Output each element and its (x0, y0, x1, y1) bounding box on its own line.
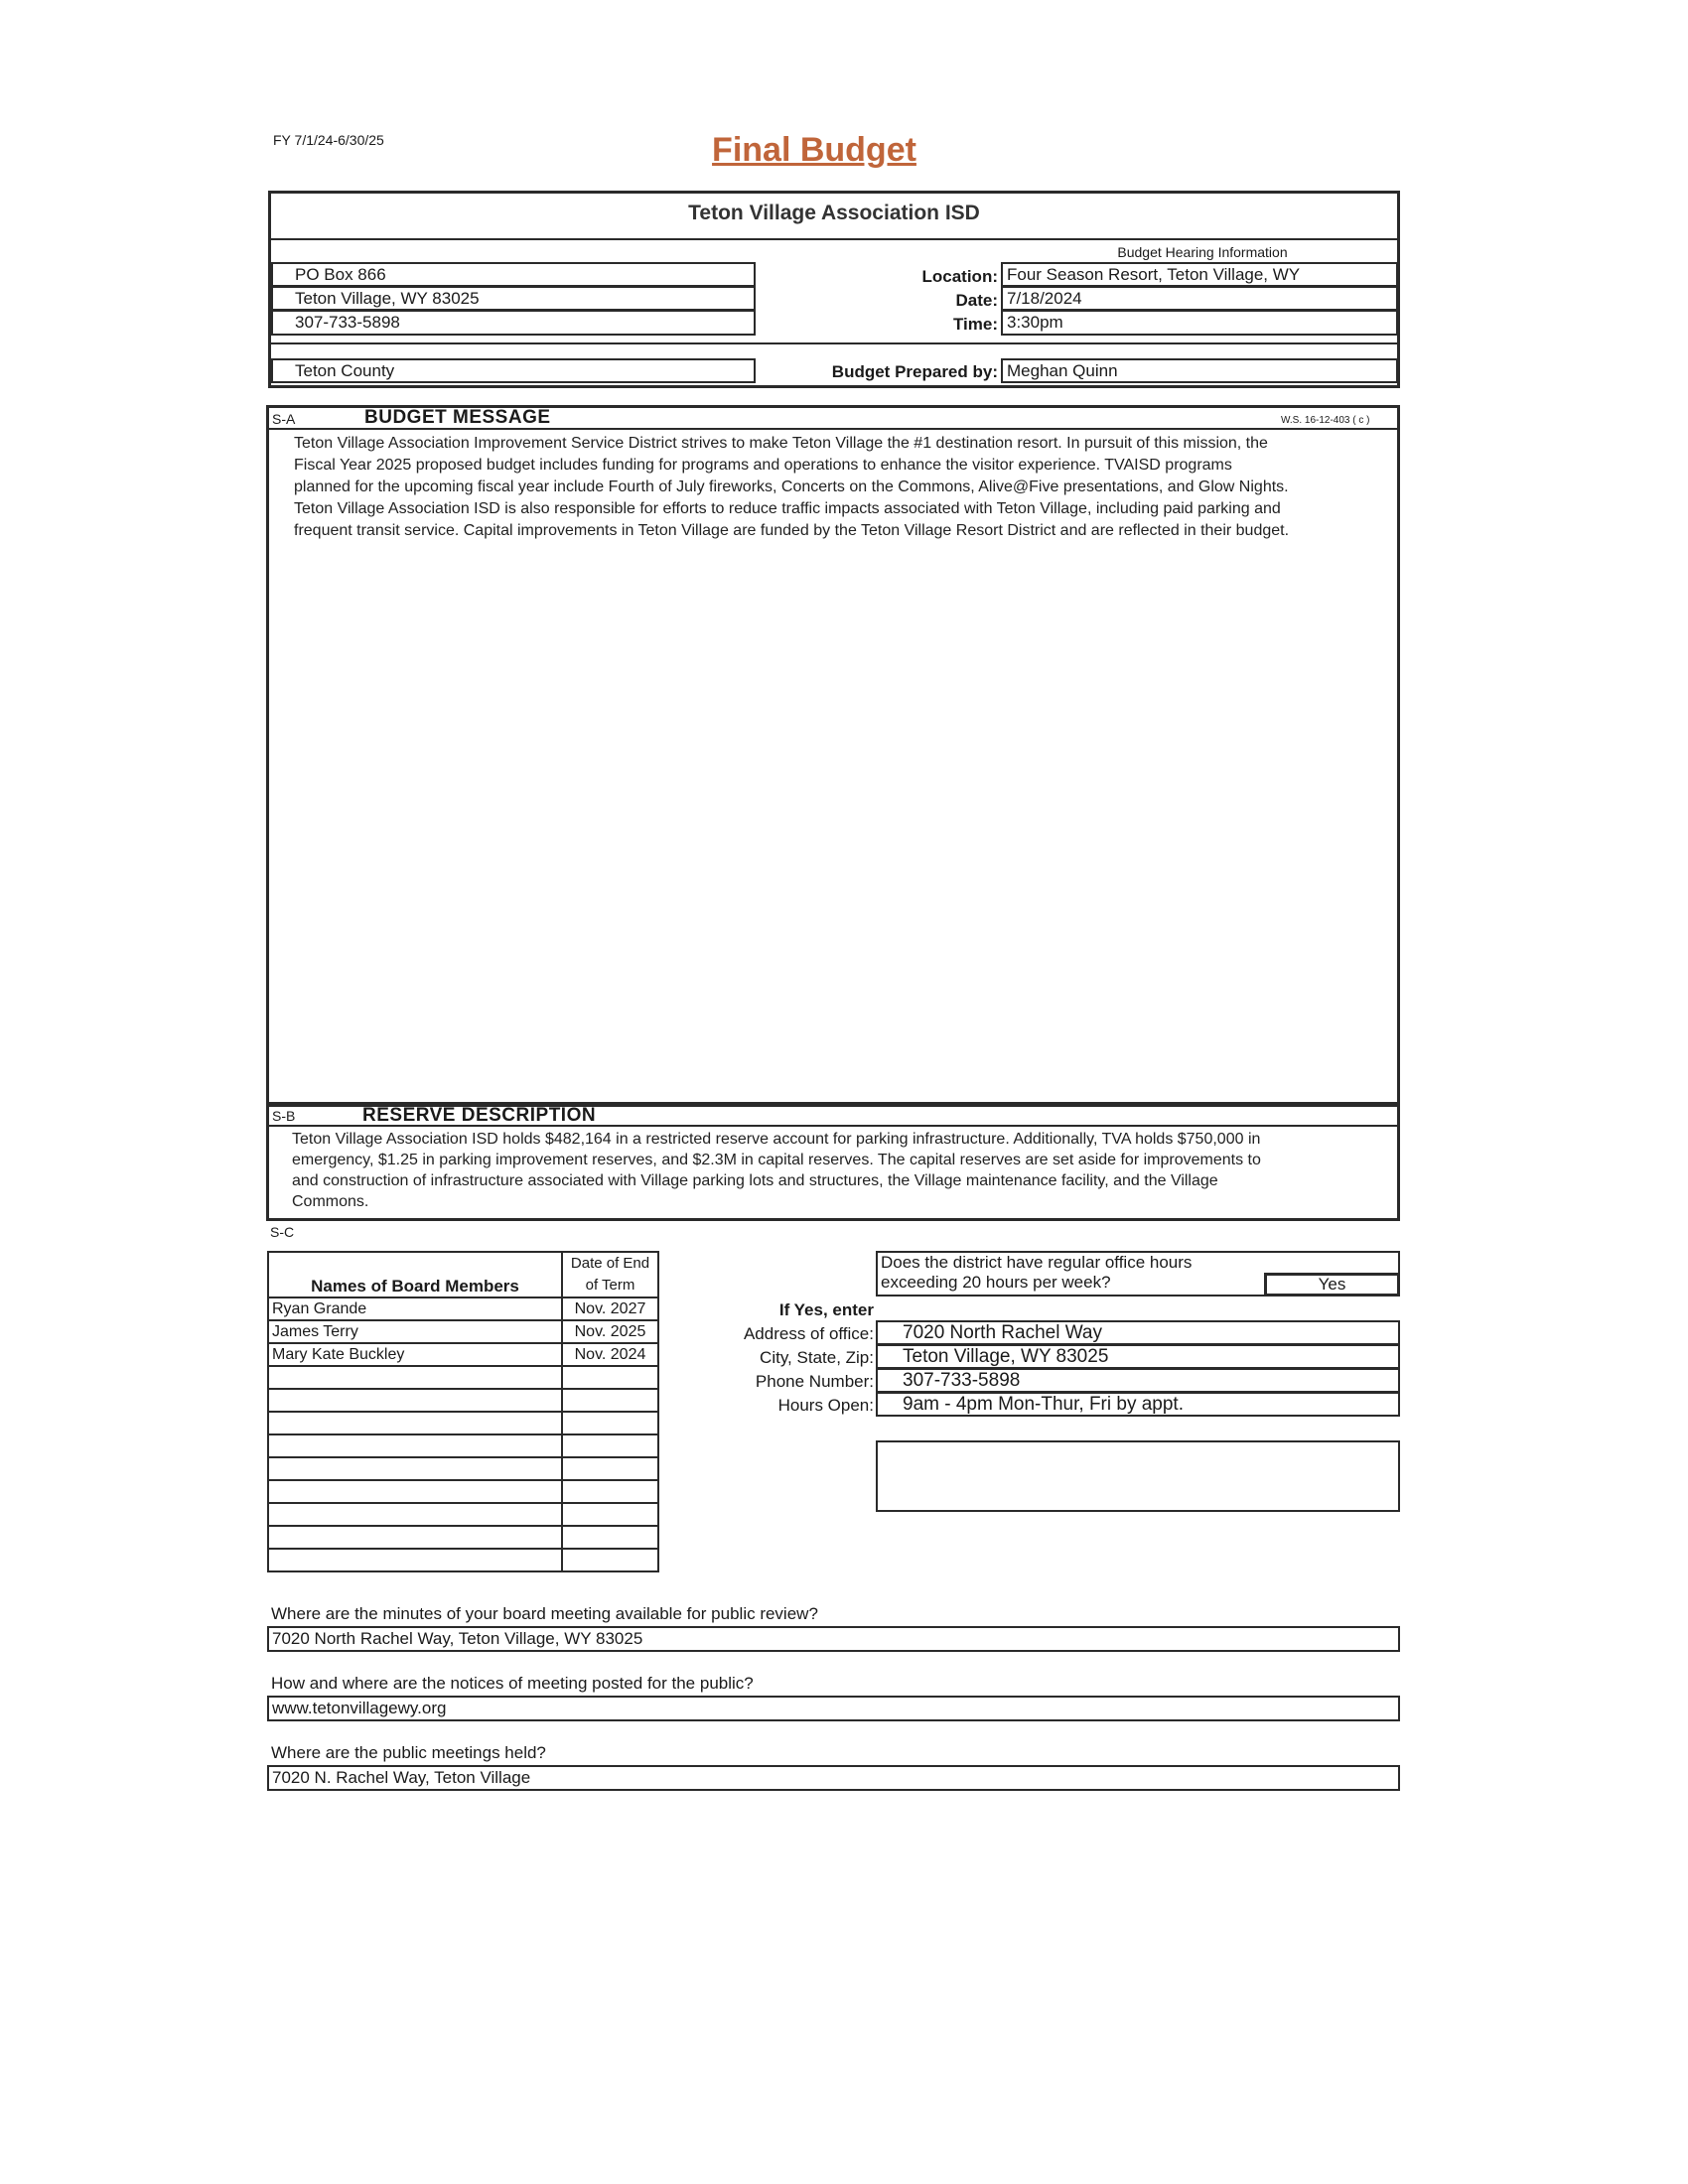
member-term (562, 1549, 658, 1571)
member-term (562, 1457, 658, 1480)
minutes-answer: 7020 North Rachel Way, Teton Village, WY 83025 (267, 1626, 1400, 1652)
office-hours-question: Does the district have regular office hours exceeding 20 hours per week? (881, 1253, 1193, 1292)
table-row (268, 1434, 658, 1457)
fiscal-year: FY 7/1/24-6/30/25 (273, 132, 384, 148)
city-state-zip-label: City, State, Zip: (760, 1348, 874, 1367)
office-address-label: Address of office: (743, 1324, 874, 1343)
member-term (562, 1389, 658, 1412)
hearing-time: 3:30pm (1001, 310, 1398, 336)
member-term (562, 1503, 658, 1526)
table-row (268, 1412, 658, 1434)
address-line-1: PO Box 866 (271, 262, 756, 287)
table-row (268, 1526, 658, 1549)
prepared-by-label: Budget Prepared by: (831, 362, 998, 381)
member-name (268, 1503, 562, 1526)
address-line-2: Teton Village, WY 83025 (271, 286, 756, 311)
table-row (268, 1549, 658, 1571)
section-title: RESERVE DESCRIPTION (362, 1105, 597, 1126)
member-name (268, 1457, 562, 1480)
budget-message-text: Teton Village Association Improvement Service District strives to make Teton Village the #1 destination resort. In pursuit of this mission, the Fiscal Year 2025 proposed budget includes funding for programs and operations to enhance the visitor experience. TVAISD programs planned for the upcoming fiscal year include Fourth of July fireworks, Concerts on the Commons, Alive@Five presentations, and Glow Nights. Teton Village Association ISD is also responsible for efforts to reduce traffic impacts associated with Teton Village, including paid parking and frequent transit service. Capital improvements in Teton Village are funded by the Teton Village Resort District and are reflected in their budget. (294, 435, 1290, 539)
member-name: Mary Kate Buckley (268, 1343, 562, 1366)
statute-reference: W.S. 16-12-403 ( c ) (1281, 415, 1370, 426)
hearing-heading: Budget Hearing Information (1117, 244, 1288, 260)
table-row (268, 1389, 658, 1412)
term-column-header: Date of End of Term (562, 1252, 658, 1297)
address-phone: 307-733-5898 (271, 310, 756, 336)
page-title: Final Budget (712, 131, 916, 169)
member-name (268, 1480, 562, 1503)
section-code: S-B (272, 1108, 296, 1124)
county: Teton County (271, 358, 756, 383)
section-title: BUDGET MESSAGE (364, 407, 551, 428)
notices-question: How and where are the notices of meeting posted for the public? (271, 1674, 754, 1693)
member-term: Nov. 2024 (562, 1343, 658, 1366)
member-name (268, 1389, 562, 1412)
meetings-question: Where are the public meetings held? (271, 1743, 546, 1762)
office-address: 7020 North Rachel Way (876, 1320, 1400, 1345)
table-row (268, 1480, 658, 1503)
member-name (268, 1366, 562, 1389)
member-name (268, 1412, 562, 1434)
phone-number-label: Phone Number: (755, 1372, 874, 1391)
board-members-table (267, 1251, 659, 1572)
member-term (562, 1412, 658, 1434)
prepared-by: Meghan Quinn (1001, 358, 1398, 383)
office-hours: 9am - 4pm Mon-Thur, Fri by appt. (876, 1392, 1400, 1417)
office-city-state-zip: Teton Village, WY 83025 (876, 1344, 1400, 1369)
hearing-date: 7/18/2024 (1001, 286, 1398, 311)
table-row (268, 1366, 658, 1389)
table-row (268, 1320, 658, 1343)
member-term (562, 1434, 658, 1457)
member-term (562, 1366, 658, 1389)
location-label: Location: (921, 267, 998, 286)
member-name (268, 1549, 562, 1571)
section-code: S-C (270, 1224, 295, 1240)
member-term: Nov. 2027 (562, 1297, 658, 1320)
member-name: Ryan Grande (268, 1297, 562, 1320)
member-term: Nov. 2025 (562, 1320, 658, 1343)
office-hours-answer: Yes (1264, 1273, 1400, 1297)
table-row (268, 1297, 658, 1320)
section-code: S-A (272, 411, 296, 427)
date-label: Date: (955, 291, 998, 310)
office-phone: 307-733-5898 (876, 1368, 1400, 1393)
hours-open-label: Hours Open: (777, 1396, 874, 1415)
names-column-header: Names of Board Members (268, 1252, 562, 1297)
notices-answer: www.tetonvillagewy.org (267, 1696, 1400, 1721)
table-row (268, 1343, 658, 1366)
hearing-location: Four Season Resort, Teton Village, WY (1001, 262, 1398, 287)
member-name: James Terry (268, 1320, 562, 1343)
organization-name: Teton Village Association ISD (688, 202, 980, 224)
table-row (268, 1503, 658, 1526)
meetings-answer: 7020 N. Rachel Way, Teton Village (267, 1765, 1400, 1791)
minutes-question: Where are the minutes of your board meeting available for public review? (271, 1604, 818, 1623)
time-label: Time: (952, 315, 998, 334)
divider (268, 238, 1400, 240)
blank-notes-box (876, 1440, 1400, 1512)
reserve-description-text: Teton Village Association ISD holds $482,164 in a restricted reserve account for parking infrastructure. Additionally, TVA holds $750,000 in emergency, $1.25 in parking improvement reserves, and $2.3M in capital reserves. The capital reserves are set aside for improvements to and construction of infrastructure associated with Village parking lots and structures, the Village maintenance facility, and the Village Commons. (292, 1131, 1261, 1210)
member-term (562, 1480, 658, 1503)
divider (268, 342, 1400, 344)
table-row (268, 1457, 658, 1480)
member-name (268, 1434, 562, 1457)
member-name (268, 1526, 562, 1549)
member-term (562, 1526, 658, 1549)
table-header-row (268, 1252, 658, 1297)
if-yes-label: If Yes, enter (778, 1300, 874, 1319)
